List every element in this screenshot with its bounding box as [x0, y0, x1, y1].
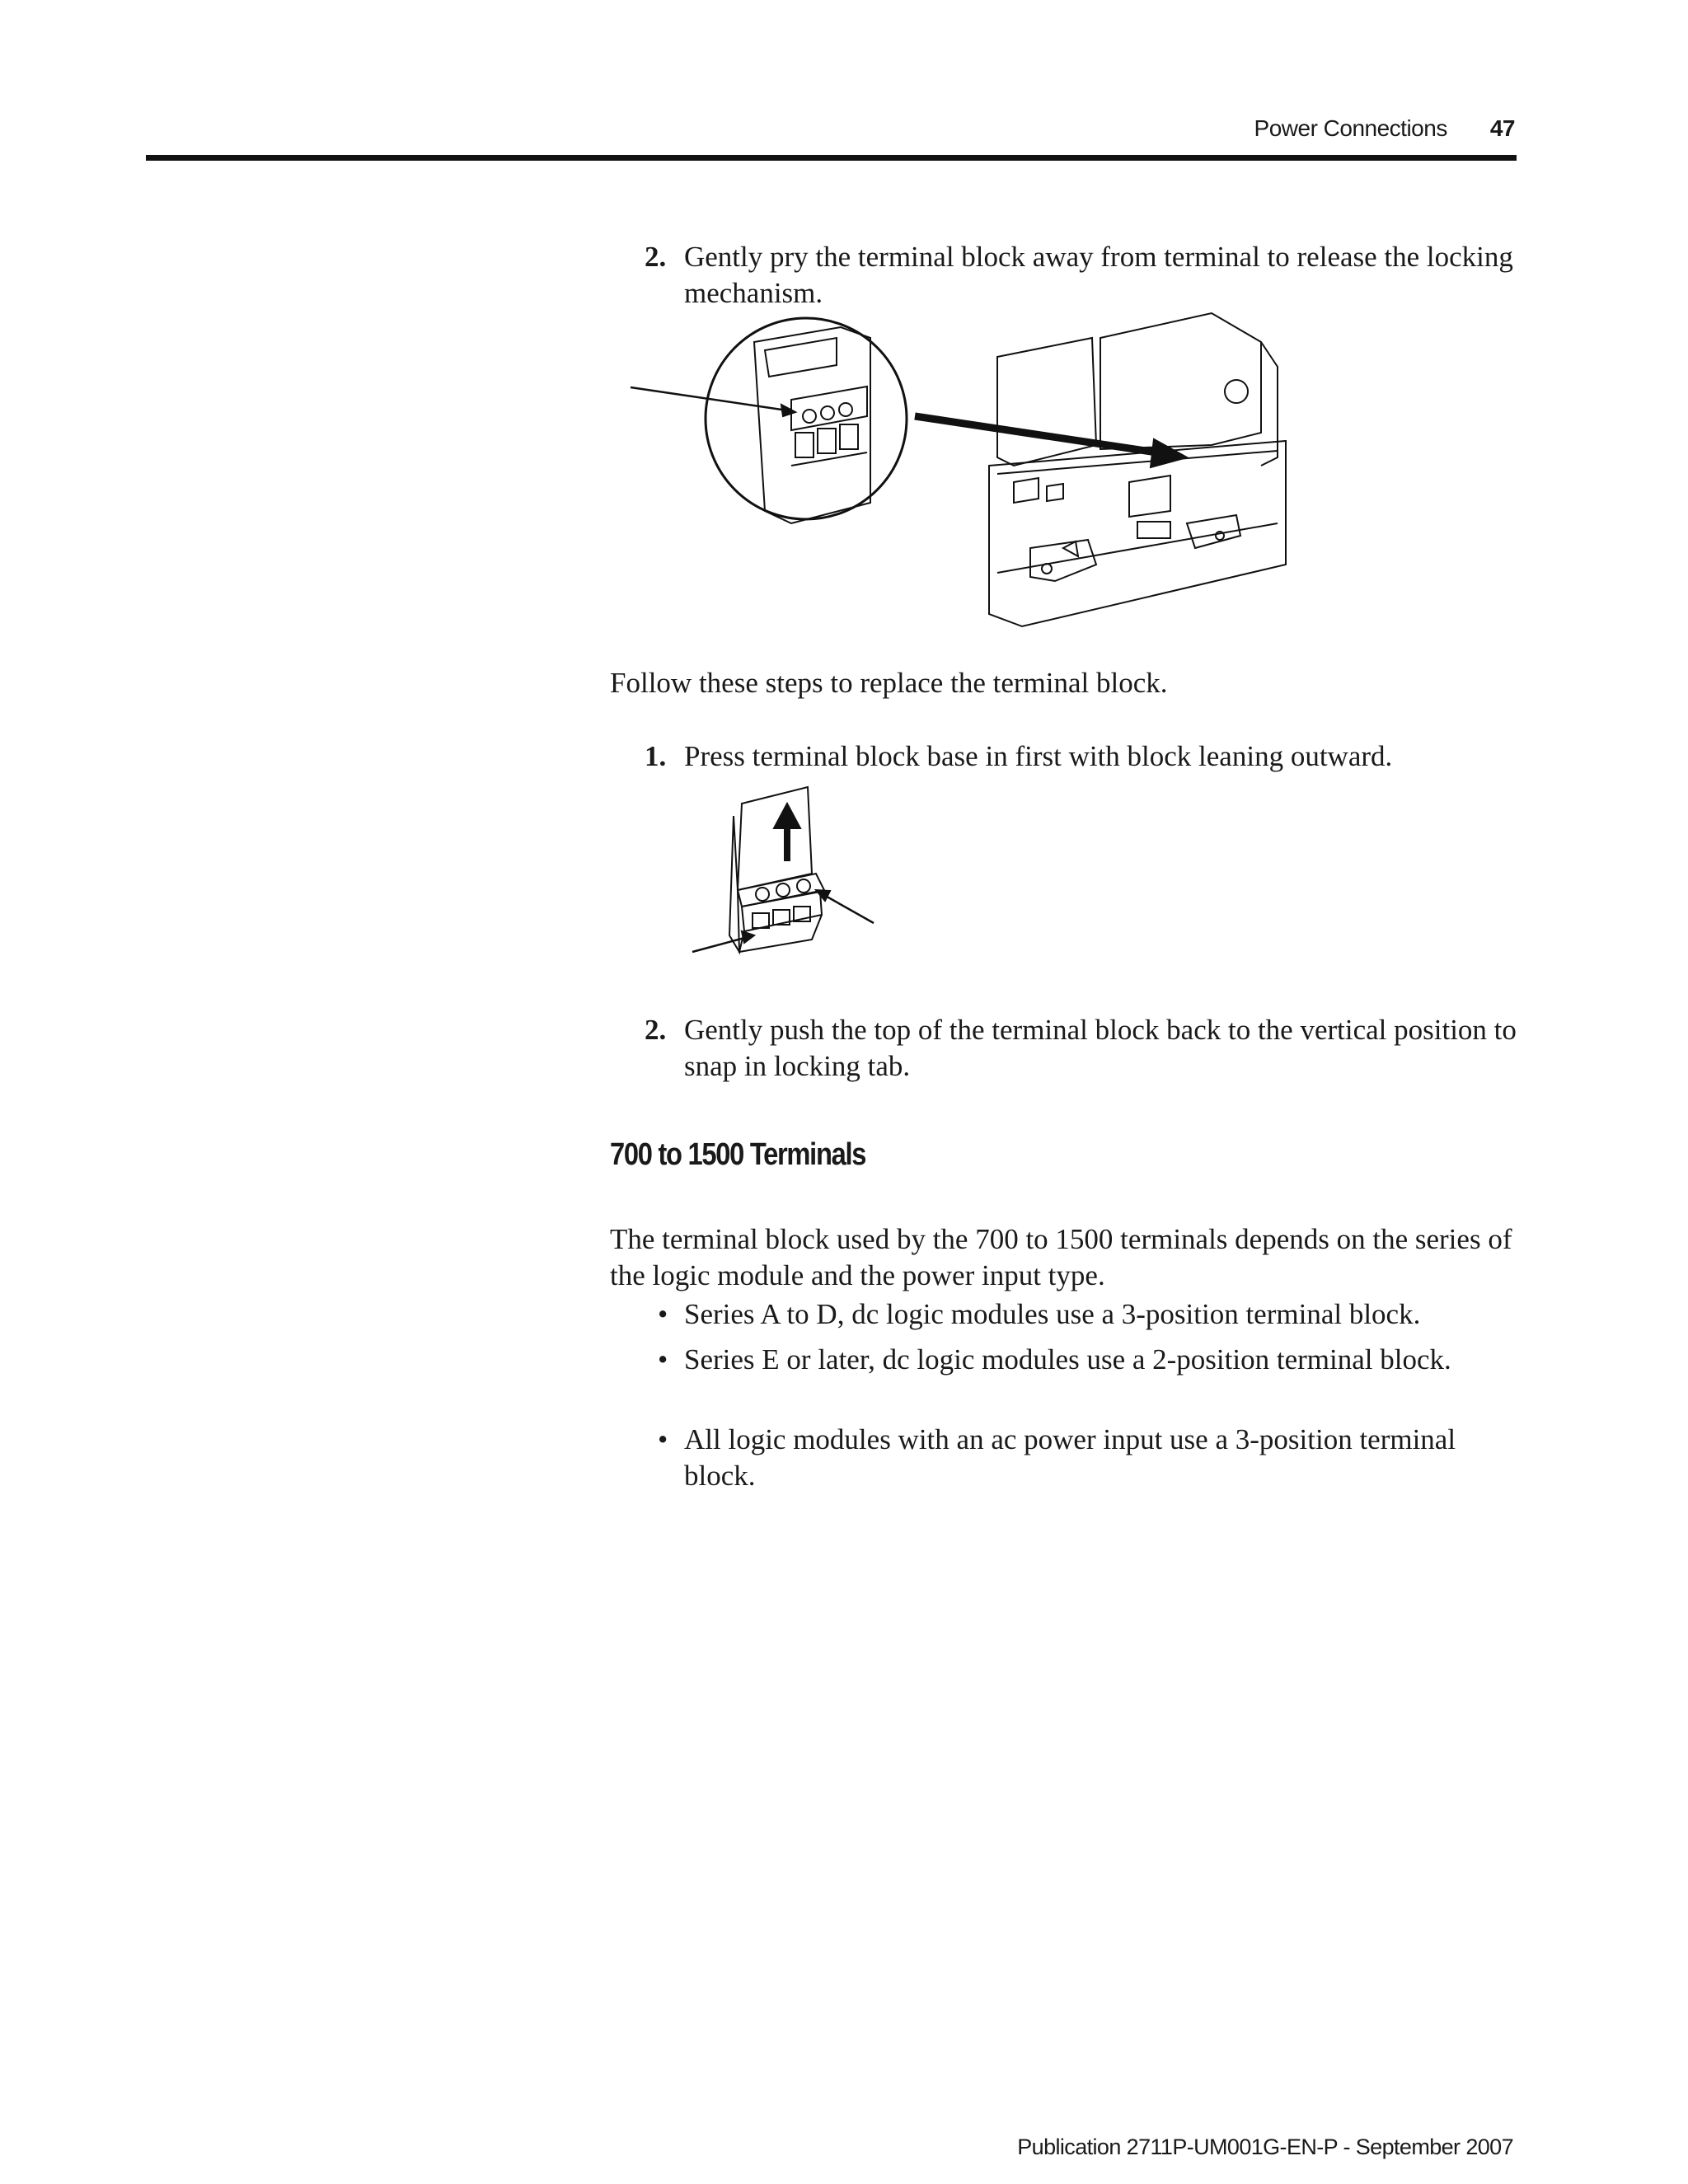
step-press-item [645, 738, 1518, 775]
step-text: Gently push the top of the terminal block back to the vertical position to snap in locking tab. [684, 1014, 1517, 1082]
terminal-block-replace-figure [688, 783, 886, 964]
bullet-marker: • [658, 1423, 668, 1455]
list-item [658, 1342, 1523, 1378]
list-item [658, 1296, 1523, 1333]
step-pry-item [645, 239, 1518, 309]
list-item-text: Series A to D, dc logic modules use a 3-position terminal block. [684, 1298, 1421, 1330]
step-number: 1. [645, 740, 667, 772]
bullet-marker: • [658, 1298, 668, 1330]
terminal-block-removal-figure [626, 301, 1311, 639]
section-paragraph: The terminal block used by the 700 to 1500 terminals depends on the series of the logic module and the power input type. [610, 1223, 1512, 1291]
header-rule [146, 155, 1517, 161]
bullet-marker: • [658, 1343, 668, 1376]
step-number: 2. [645, 1014, 667, 1046]
list-item [658, 1422, 1523, 1492]
list-item-text: All logic modules with an ac power input use a 3-position terminal block. [684, 1423, 1456, 1492]
running-header [1254, 115, 1515, 142]
header-section-title: Power Connections [1254, 115, 1447, 141]
step-push-item [645, 1012, 1518, 1082]
publication-footer: Publication 2711P-UM001G-EN-P - September 2007 [1017, 2135, 1513, 2159]
step-number: 2. [645, 241, 667, 273]
page-number: 47 [1489, 115, 1515, 141]
step-text: Gently pry the terminal block away from terminal to release the locking mechanism. [684, 241, 1513, 309]
replace-intro-paragraph: Follow these steps to replace the terminal block. [610, 667, 1168, 699]
step-text: Press terminal block base in first with block leaning outward. [684, 740, 1393, 772]
section-heading: 700 to 1500 Terminals [610, 1137, 866, 1172]
list-item-text: Series E or later, dc logic modules use a 2-position terminal block. [684, 1343, 1451, 1376]
